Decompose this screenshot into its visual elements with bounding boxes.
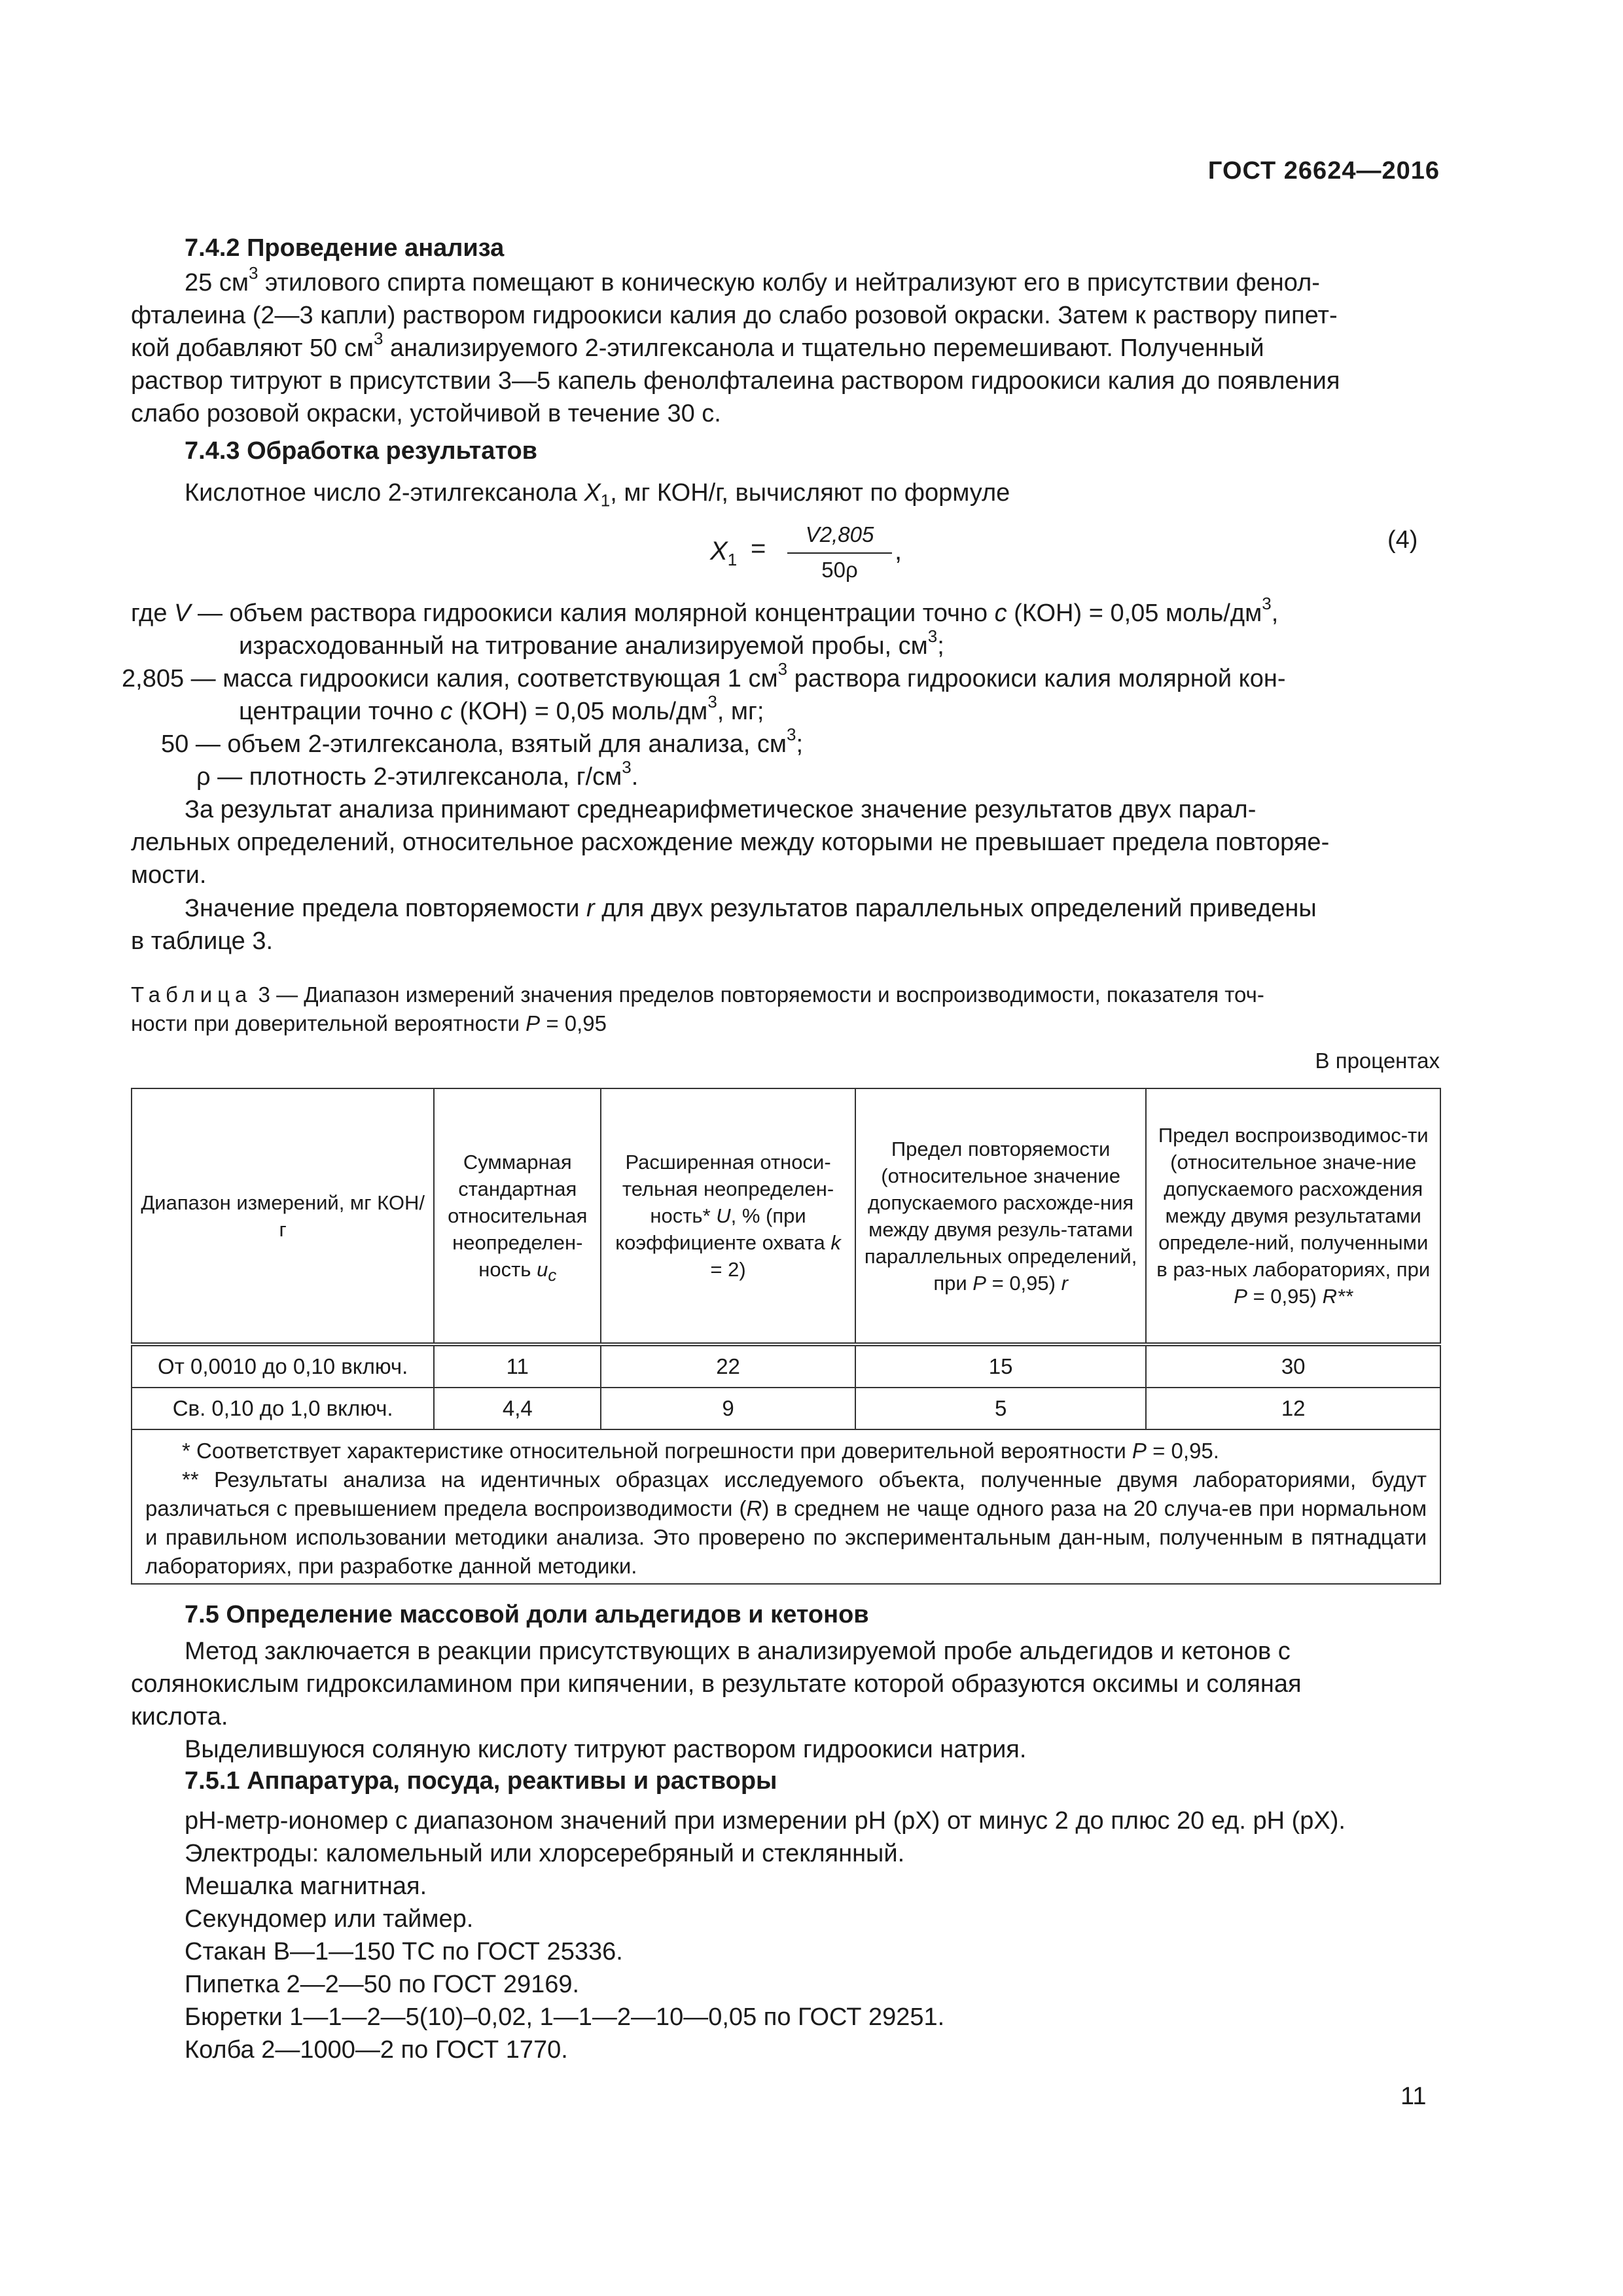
- paragraph-line: фталеина (2—3 капли) раствором гидроокиси калия до слабо розовой окраски. Затем к раствору пипет-: [131, 302, 1338, 329]
- superscript: 3: [1262, 594, 1272, 614]
- text: анализируемого 2-этилгексанола и тщательно перемешивают. Полученный: [383, 334, 1264, 362]
- variable: R**: [1322, 1285, 1353, 1308]
- cell-uc: 4,4: [434, 1388, 601, 1429]
- paragraph-line: раствор титруют в присутствии 3—5 капель фенолфталеина раствором гидроокиси калия до появления: [131, 367, 1340, 395]
- caption-line: [131, 1009, 1440, 1038]
- superscript: 3: [786, 725, 796, 745]
- where-line-3: [122, 659, 1440, 695]
- variable: P: [1234, 1285, 1247, 1308]
- variable: c: [440, 698, 453, 725]
- caption-label: Таблица: [131, 982, 253, 1007]
- table-3-caption: [131, 980, 1440, 1038]
- list-item: Колба 2—1000—2 по ГОСТ 1770.: [185, 2036, 568, 2064]
- where-line-2: [239, 626, 944, 662]
- cell-R: 12: [1146, 1388, 1440, 1429]
- text: Суммарная стандартная относительная неопределен-ность: [448, 1151, 588, 1281]
- header-range: [132, 1088, 434, 1344]
- list-item: Стакан В—1—150 ТС по ГОСТ 25336.: [185, 1938, 623, 1965]
- text: ,: [1271, 600, 1279, 627]
- paragraph-line: Метод заключается в реакции присутствующих в анализируемой пробе альдегидов и кетонов с: [185, 1638, 1291, 1665]
- formula-number: (4): [1387, 526, 1418, 554]
- cell-range: От 0,0010 до 0,10 включ.: [132, 1344, 434, 1388]
- list-item: Секундомер или таймер.: [185, 1905, 474, 1933]
- text: = 0,95.: [1146, 1439, 1219, 1463]
- subscript: 1: [727, 550, 738, 569]
- formula-intro: [185, 476, 1010, 509]
- text: = 0,95: [540, 1011, 607, 1035]
- paragraph-line: Выделившуюся соляную кислоту титруют раствором гидроокиси натрия.: [185, 1736, 1027, 1763]
- where-line-4: [239, 692, 764, 728]
- variable: k: [830, 1231, 841, 1254]
- text: кой добавляют 50 см: [131, 334, 374, 362]
- limit-paragraph: [131, 892, 1440, 958]
- formula-tail: ,: [895, 537, 902, 565]
- text: ;: [796, 730, 804, 758]
- text: = 2): [710, 1258, 746, 1281]
- text: этилового спирта помещают в коническую колбу и нейтрализуют его в присутствии фенол-: [258, 269, 1320, 296]
- header-uc: [434, 1088, 601, 1344]
- text: центрации точно: [239, 698, 440, 725]
- superscript: 3: [707, 692, 717, 712]
- caption-line: [131, 980, 1440, 1009]
- text: Предел воспроизводимос-ти (относительное значе-ние допускаемого расхождения между двумя результатами определе-ний, полученными в раз-ных лабораториях, при: [1156, 1124, 1431, 1281]
- variable: r: [586, 895, 595, 922]
- section-7-5-heading: 7.5 Определение массовой доли альдегидов и кетонов: [185, 1601, 869, 1628]
- formula-lhs: [710, 537, 738, 569]
- where-line-1: [131, 594, 1440, 630]
- text: ρ — плотность 2-этилгексанола, г/см: [196, 763, 622, 791]
- paragraph-line: [131, 892, 1440, 925]
- table-notes: [132, 1429, 1440, 1584]
- list-item: Электроды: каломельный или хлорсеребряный и стеклянный.: [185, 1840, 905, 1867]
- paragraph-line: слабо розовой окраски, устойчивой в течение 30 с.: [131, 400, 721, 427]
- section-7-5-body: [131, 1635, 1440, 1766]
- section-7-4-2-heading: 7.4.2 Проведение анализа: [185, 234, 505, 262]
- table-note-1: [145, 1437, 1427, 1465]
- variable: P: [972, 1271, 986, 1295]
- text: израсходованный на титрование анализируемой пробы, см: [239, 632, 928, 660]
- superscript: 3: [927, 626, 938, 647]
- superscript: 3: [373, 329, 383, 349]
- variable: X: [710, 537, 728, 565]
- cell-r: 15: [855, 1344, 1147, 1388]
- text: Кислотное число 2-этилгексанола: [185, 479, 584, 507]
- text: (КОН) = 0,05 моль/дм: [1007, 600, 1262, 627]
- cell-U: 9: [601, 1388, 855, 1429]
- variable: c: [994, 600, 1007, 627]
- header-R: [1146, 1088, 1440, 1344]
- section-7-4-2-body: [131, 263, 1440, 430]
- paragraph-line: За результат анализа принимают среднеарифметическое значение результатов двух парал-: [185, 796, 1257, 823]
- paragraph-line: кислота.: [131, 1703, 228, 1731]
- variable: X: [584, 479, 601, 507]
- result-paragraph: [131, 793, 1440, 891]
- where-line-5: [161, 725, 804, 761]
- document-standard-number: ГОСТ 26624—2016: [1207, 157, 1440, 185]
- text: * Соответствует характеристике относительной погрешности при доверительной вероятности: [182, 1439, 1132, 1463]
- fraction-bar: [787, 552, 892, 554]
- section-7-5-1-heading: 7.5.1 Аппаратура, посуда, реактивы и растворы: [185, 1767, 777, 1795]
- text: для двух результатов параллельных определений приведены: [594, 895, 1317, 922]
- formula-denominator: 50ρ: [821, 558, 858, 582]
- text: , % (при коэффициенте охвата: [615, 1204, 831, 1254]
- cell-uc: 11: [434, 1344, 601, 1388]
- text: (КОН) = 0,05 моль/дм: [452, 698, 708, 725]
- list-item: Бюретки 1—1—2—5(10)–0,02, 1—1—2—10—0,05 по ГОСТ 29251.: [185, 2003, 945, 2031]
- variable: V: [174, 600, 191, 627]
- cell-U: 22: [601, 1344, 855, 1388]
- text: раствора гидроокиси калия молярной кон-: [787, 665, 1286, 692]
- paragraph-line: мости.: [131, 861, 207, 889]
- formula-4: [710, 522, 902, 594]
- where-line-6: [196, 757, 639, 793]
- list-item: pH-метр-иономер с диапазоном значений при измерении pH (pX) от минус 2 до плюс 20 ед. pH (pX).: [185, 1807, 1346, 1835]
- list-item: Мешалка магнитная.: [185, 1873, 427, 1900]
- text: 3: [252, 982, 270, 1007]
- superscript: 3: [248, 263, 259, 283]
- text: V2,805: [805, 522, 874, 547]
- variable: U: [716, 1204, 731, 1227]
- table-notes-row: [132, 1429, 1440, 1584]
- text: .: [631, 763, 639, 791]
- paragraph-line: [131, 263, 1440, 299]
- variable: u: [537, 1258, 548, 1281]
- text: ;: [937, 632, 944, 660]
- header-U: [601, 1088, 855, 1344]
- formula-numerator: [787, 522, 892, 547]
- text: = 0,95): [1247, 1285, 1323, 1308]
- paragraph-line: солянокислым гидроксиламином при кипячении, в результате которой образуются оксимы и соляная: [131, 1670, 1302, 1698]
- variable: r: [1061, 1271, 1068, 1295]
- text: ности при доверительной вероятности: [131, 1011, 526, 1035]
- variable: R: [746, 1496, 762, 1520]
- text: где: [131, 600, 175, 627]
- section-7-4-3-heading: 7.4.3 Обработка результатов: [185, 437, 538, 465]
- paragraph-line: в таблице 3.: [131, 927, 274, 955]
- formula-equals: =: [751, 534, 766, 563]
- page-number: 11: [1400, 2083, 1427, 2110]
- table-3: [131, 1088, 1441, 1585]
- superscript: 3: [777, 659, 788, 679]
- cell-range: Св. 0,10 до 1,0 включ.: [132, 1388, 434, 1429]
- text: 50 — объем 2-этилгексанола, взятый для анализа, см: [161, 730, 787, 758]
- table-row: [132, 1344, 1440, 1388]
- paragraph-line: лельных определений, относительное расхождение между которыми не превышает предела повторяе-: [131, 829, 1330, 856]
- text: ** Результаты анализа на идентичных образцах исследуемого объекта, полученные двумя лабораториями, будут различаться с превышением предела воспроизводимости (: [145, 1467, 1427, 1520]
- text: , мг КОН/г, вычисляют по формуле: [610, 479, 1010, 507]
- text: , мг;: [717, 698, 764, 725]
- text: Предел повторяемости (относительное значение допускаемого расхожде-ния между двумя резуль-татами параллельных определений, при: [864, 1137, 1137, 1295]
- superscript: 3: [622, 757, 632, 778]
- text: Диапазон измерений, мг КОН/г: [141, 1191, 425, 1241]
- cell-r: 5: [855, 1388, 1147, 1429]
- subscript: c: [548, 1265, 557, 1285]
- text: ) в среднем не чаще одного раза на 20 случа-ев при нормальном и правильном использовании методики анализа. Это проверено по экспериментальным дан-ным, полученным в пятнадцати лабораториях, при разработке данной методики.: [145, 1496, 1427, 1578]
- text: Расширенная относи-тельная неопределен-ность*: [622, 1151, 834, 1227]
- table-header-row: [132, 1088, 1440, 1344]
- table-row: [132, 1388, 1440, 1429]
- text: 2,805 — масса гидроокиси калия, соответствующая 1 см: [122, 665, 778, 692]
- table-note-2: [145, 1465, 1427, 1581]
- text: — Диапазон измерений значения пределов повторяемости и воспроизводимости, показателя точ-: [270, 982, 1264, 1007]
- list-item: Пипетка 2—2—50 по ГОСТ 29169.: [185, 1971, 580, 1998]
- table-units-note: В процентах: [1315, 1049, 1440, 1073]
- subscript: 1: [600, 490, 611, 511]
- text: 25 см: [185, 269, 249, 296]
- text: — объем раствора гидроокиси калия молярной концентрации точно: [190, 600, 995, 627]
- text: Значение предела повторяемости: [185, 895, 587, 922]
- paragraph-line: [131, 329, 1440, 365]
- header-r: [855, 1088, 1147, 1344]
- equipment-list: [185, 1804, 1346, 2066]
- cell-R: 30: [1146, 1344, 1440, 1388]
- variable: P: [1132, 1439, 1147, 1463]
- variable: P: [526, 1011, 541, 1035]
- text: = 0,95): [986, 1271, 1061, 1295]
